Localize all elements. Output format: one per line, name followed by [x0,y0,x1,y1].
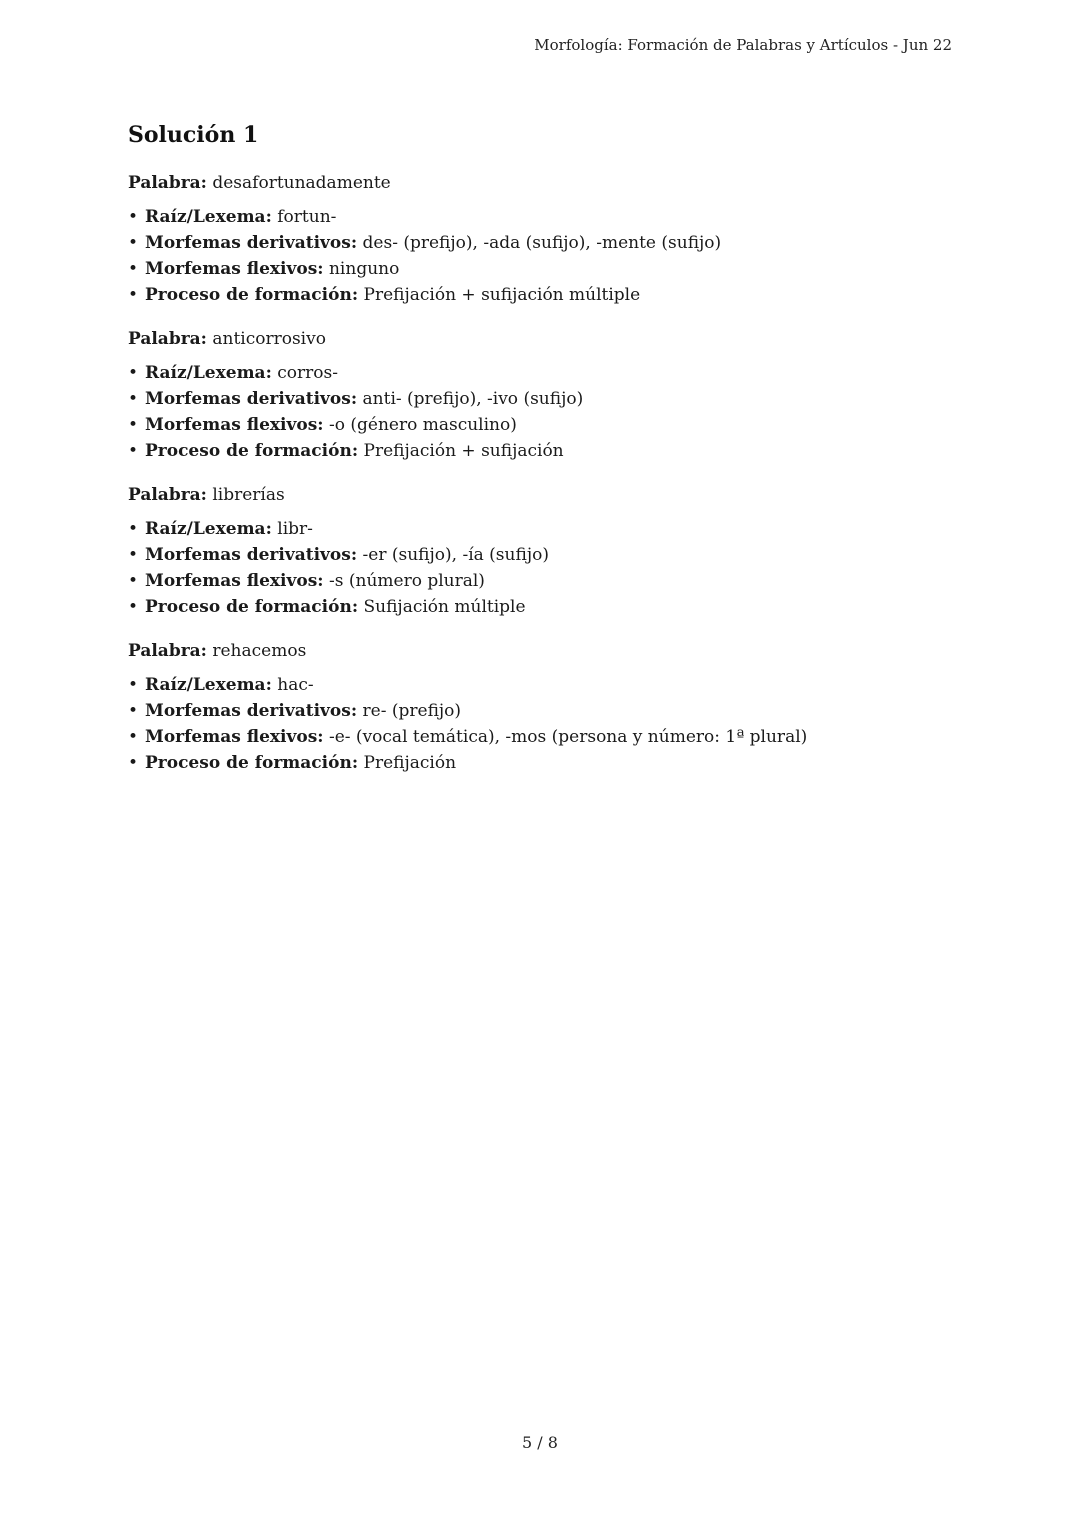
flexivos-label: Morfemas flexivos: [145,571,324,591]
bullet-icon: • [128,259,139,279]
raiz-value: fortun- [277,207,337,227]
page-number: 5 / 8 [522,1433,558,1452]
raiz-value: libr- [277,519,313,539]
word-line [128,328,952,350]
palabra-label: Palabra: [128,329,207,349]
bullet-icon: • [128,389,139,409]
raiz-label: Raíz/Lexema: [145,363,272,383]
derivativos-value: des- (prefijo), -ada (sufijo), -mente (sufijo) [362,233,722,253]
flexivos-value: -o (género masculino) [328,415,517,435]
palabra-label: Palabra: [128,641,207,661]
list-item-raiz [128,360,952,386]
bullet-icon: • [128,441,139,461]
derivativos-value: re- (prefijo) [362,701,462,721]
morpheme-list [128,516,952,620]
bullet-icon: • [128,597,139,617]
derivativos-label: Morfemas derivativos: [145,389,358,409]
word-entry [128,172,952,308]
morpheme-list [128,672,952,776]
derivativos-label: Morfemas derivativos: [145,233,358,253]
word-entry [128,484,952,620]
flexivos-label: Morfemas flexivos: [145,727,324,747]
proceso-label: Proceso de formación: [145,285,359,305]
list-item-flexivos [128,568,952,594]
raiz-label: Raíz/Lexema: [145,675,272,695]
list-item-flexivos [128,256,952,282]
word-value: rehacemos [212,641,307,661]
bullet-icon: • [128,727,139,747]
raiz-label: Raíz/Lexema: [145,207,272,227]
list-item-proceso [128,594,952,620]
derivativos-label: Morfemas derivativos: [145,701,358,721]
raiz-value: hac- [277,675,314,695]
bullet-icon: • [128,753,139,773]
proceso-value: Sufijación múltiple [363,597,526,617]
flexivos-value: -s (número plural) [328,571,485,591]
word-value: anticorrosivo [212,329,326,349]
list-item-derivativos [128,230,952,256]
word-line [128,484,952,506]
flexivos-value: -e- (vocal temática), -mos (persona y número: 1ª plural) [328,727,808,747]
derivativos-value: anti- (prefijo), -ivo (sufijo) [362,389,584,409]
proceso-label: Proceso de formación: [145,441,359,461]
proceso-value: Prefijación + sufijación múltiple [363,285,641,305]
list-item-derivativos [128,386,952,412]
bullet-icon: • [128,675,139,695]
bullet-icon: • [128,545,139,565]
proceso-value: Prefijación [363,753,457,773]
bullet-icon: • [128,701,139,721]
raiz-value: corros- [277,363,338,383]
flexivos-label: Morfemas flexivos: [145,415,324,435]
word-line [128,640,952,662]
bullet-icon: • [128,233,139,253]
morpheme-list [128,204,952,308]
word-line [128,172,952,194]
word-entry [128,328,952,464]
proceso-value: Prefijación + sufijación [363,441,564,461]
flexivos-label: Morfemas flexivos: [145,259,324,279]
derivativos-value: -er (sufijo), -ía (sufijo) [362,545,549,565]
list-item-flexivos [128,724,952,750]
palabra-label: Palabra: [128,485,207,505]
list-item-proceso [128,750,952,776]
bullet-icon: • [128,415,139,435]
list-item-raiz [128,672,952,698]
derivativos-label: Morfemas derivativos: [145,545,358,565]
list-item-proceso [128,282,952,308]
section-title: Solución 1 [128,122,259,148]
list-item-raiz [128,204,952,230]
word-value: desafortunadamente [212,173,391,193]
running-header: Morfología: Formación de Palabras y Artículos - Jun 22 [534,36,952,54]
bullet-icon: • [128,519,139,539]
word-entry [128,640,952,776]
list-item-flexivos [128,412,952,438]
list-item-derivativos [128,698,952,724]
proceso-label: Proceso de formación: [145,753,359,773]
proceso-label: Proceso de formación: [145,597,359,617]
list-item-derivativos [128,542,952,568]
palabra-label: Palabra: [128,173,207,193]
morpheme-list [128,360,952,464]
flexivos-value: ninguno [328,259,400,279]
bullet-icon: • [128,285,139,305]
document-body [128,122,952,796]
list-item-raiz [128,516,952,542]
bullet-icon: • [128,571,139,591]
raiz-label: Raíz/Lexema: [145,519,272,539]
bullet-icon: • [128,363,139,383]
list-item-proceso [128,438,952,464]
word-value: librerías [212,485,285,505]
bullet-icon: • [128,207,139,227]
